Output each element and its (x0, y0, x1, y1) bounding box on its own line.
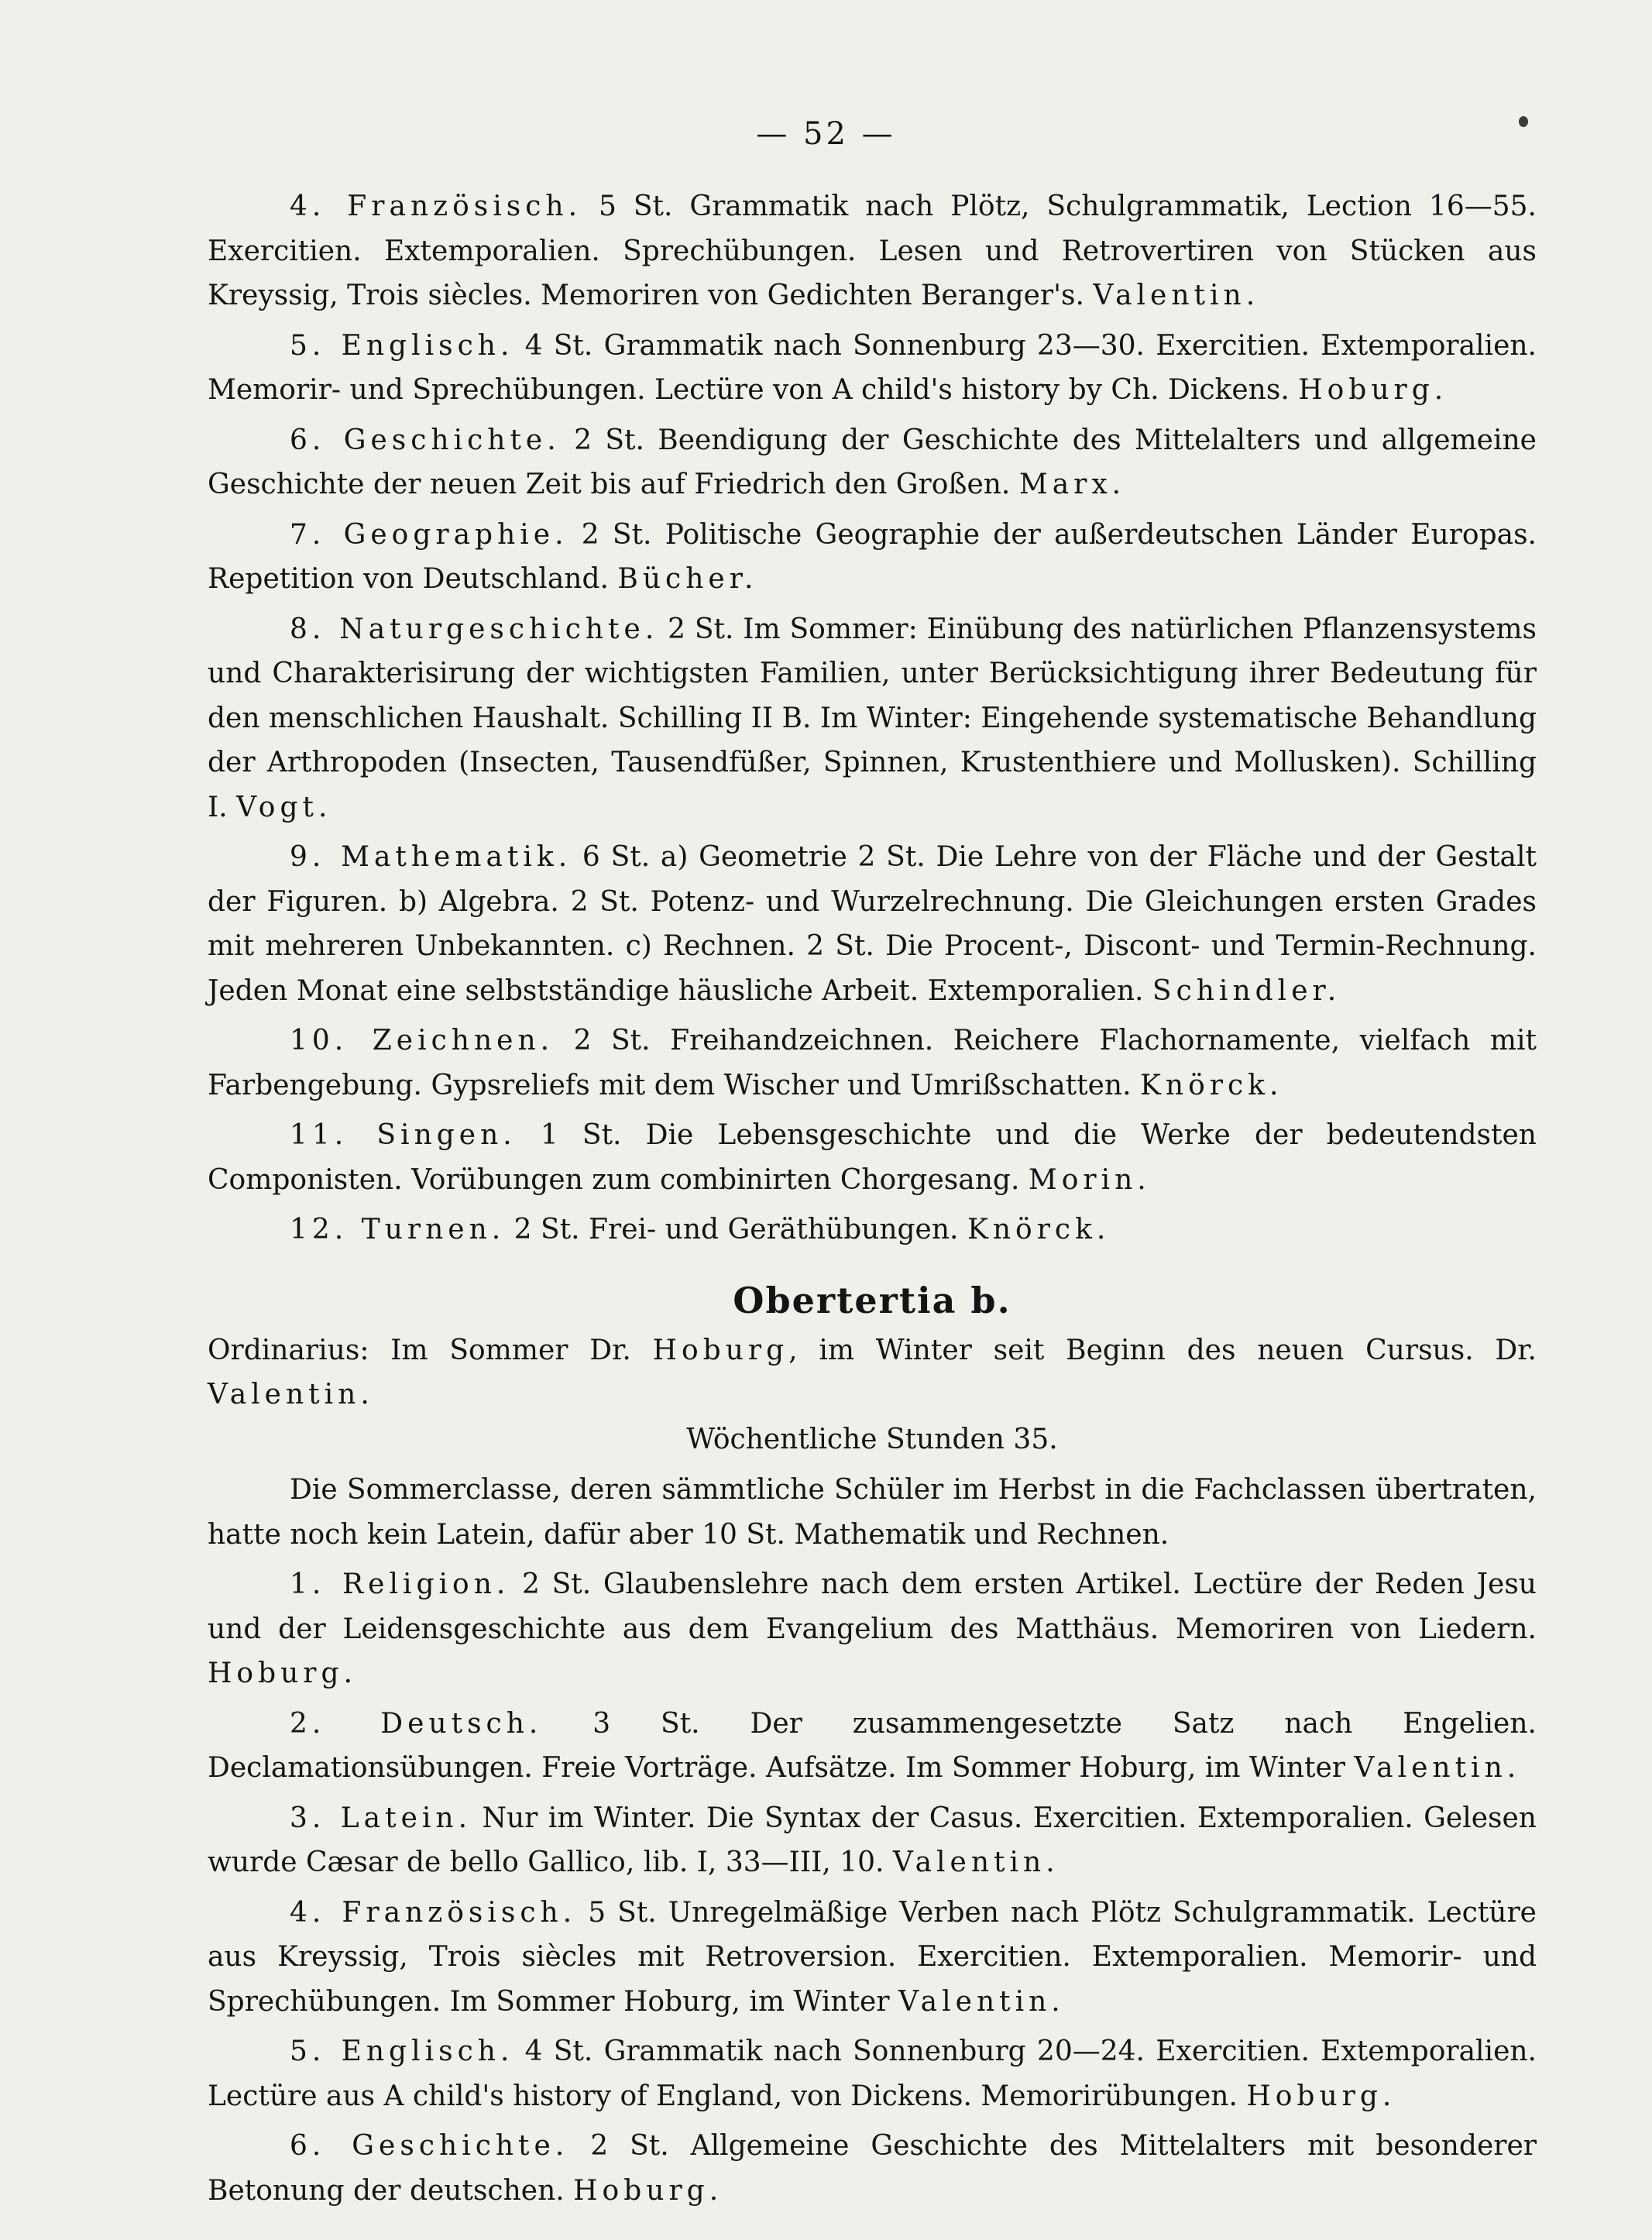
paragraph-text: 2 St. Politische Geographie der außerdeutschen Länder Europas. Repetition von Deutschland. (208, 518, 1537, 595)
subject-heading: 11. Singen. (290, 1119, 517, 1151)
teacher-name: Morin. (1028, 1163, 1151, 1196)
paragraph-turnen-a (208, 1208, 1537, 1252)
ordinarius-middle: , im Winter seit Beginn des neuen Cursus. Dr. (788, 1334, 1537, 1366)
paragraph-singen-a (208, 1113, 1537, 1202)
subject-heading: 12. Turnen. (290, 1214, 506, 1245)
paragraph-latein-b (208, 1796, 1537, 1885)
paragraph-naturgeschichte-a (208, 607, 1537, 830)
subject-heading: 7. Geographie. (290, 518, 568, 551)
ordinarius-prefix: Ordinarius: Im Sommer Dr. (208, 1334, 653, 1366)
subject-heading: 10. Zeichnen. (290, 1025, 555, 1056)
paragraph-text: 5 St. Unregelmäßige Verben nach Plötz Schulgrammatik. Lectüre aus Kreyssig, Trois siècles mit Retroversion. Exercitien. Extemporalien. Memorir- und Sprechübungen. Im Sommer Hoburg, im Winter (208, 1896, 1537, 2018)
subject-heading: 9. Mathematik. (290, 841, 572, 873)
subject-heading: 2. Deutsch. (290, 1707, 543, 1740)
subject-heading: 4. Französisch. (290, 1896, 577, 1929)
paragraph-geschichte-a (208, 418, 1537, 507)
teacher-name: Valentin. (208, 1379, 374, 1410)
paragraph-text: 6 St. a) Geometrie 2 St. Die Lehre von der Fläche und der Gestalt der Figuren. b) Algebra. 2 St. Potenz- und Wurzelrechnung. Die Gleichungen ersten Grades mit mehreren Unbekannten. c) Rechnen. 2 St. Die Procent-, Discont- und Termin-Rechnung. Jeden Monat eine selbstständige häusliche Arbeit. Extemporalien. (208, 841, 1537, 1007)
paragraph-text: 2 St. Glaubenslehre nach dem ersten Artikel. Lectüre der Reden Jesu und der Leidensgeschichte aus dem Evangelium des Matthäus. Memoriren von Liedern. (208, 1568, 1537, 1645)
teacher-name: Hoburg. (208, 1658, 357, 1689)
teacher-name: Valentin. (892, 1847, 1060, 1878)
page-number: — 52 — (756, 116, 896, 152)
teacher-name: Valentin. (1354, 1752, 1521, 1784)
teacher-name: Vogt. (236, 791, 332, 823)
subject-heading: 4. Französisch. (290, 191, 582, 222)
paragraph-zeichnen-a (208, 1019, 1537, 1108)
subject-heading: 5. Englisch. (290, 2036, 514, 2067)
teacher-name: Knörck. (1140, 1069, 1283, 1101)
subject-heading: 6. Geschichte. (290, 424, 561, 456)
teacher-name: Schindler. (1152, 974, 1341, 1007)
page-content (208, 184, 1537, 2218)
paragraph-text: 2 St. Beendigung der Geschichte des Mittelalters und allgemeine Geschichte der neuen Zeit bis auf Friedrich den Großen. (208, 424, 1537, 500)
paragraph-religion-b (208, 1562, 1537, 1696)
paragraph-text: 2 St. Allgemeine Geschichte des Mittelalters mit besonderer Betonung der deutschen. (208, 2130, 1537, 2207)
paragraph-text: 3 St. Der zusammengesetzte Satz nach Engelien. Declamationsübungen. Freie Vorträge. Aufsätze. Im Sommer Hoburg, im Winter (208, 1707, 1537, 1784)
paragraph-franzoesisch-a (208, 184, 1537, 318)
paragraph-franzoesisch-b (208, 1891, 1537, 2025)
paragraph-mathematik-a (208, 835, 1537, 1013)
teacher-name: Marx. (1018, 469, 1126, 500)
teacher-name: Valentin. (1093, 280, 1260, 311)
teacher-name: Hoburg. (1246, 2080, 1396, 2112)
section-intro: Die Sommerclasse, deren sämmtliche Schüler im Herbst in die Fachclassen übertraten, hatte noch kein Latein, dafür aber 10 St. Mathematik und Rechnen. (208, 1474, 1537, 1551)
paragraph-text: Nur im Winter. Die Syntax der Casus. Exercitien. Extemporalien. Gelesen wurde Cæsar de bello Gallico, lib. I, 33—III, 10. (208, 1802, 1537, 1878)
paragraph-text: 1 St. Die Lebensgeschichte und die Werke der bedeutendsten Componisten. Vorübungen zum combinirten Chorgesang. (208, 1119, 1537, 1196)
paragraph-deutsch-b (208, 1702, 1537, 1791)
paragraph-text: 4 St. Grammatik nach Sonnenburg 23—30. Exercitien. Extemporalien. Memorir- und Sprechübungen. Lectüre von A child's history by Ch. Dickens. (208, 329, 1537, 406)
teacher-name: Hoburg. (573, 2174, 723, 2207)
subject-heading: 6. Geschichte. (290, 2130, 569, 2162)
teacher-name: Hoburg. (1298, 374, 1448, 406)
weekly-hours: Wöchentliche Stunden 35. (686, 1423, 1058, 1455)
subject-heading: 3. Latein. (290, 1802, 472, 1834)
paragraph-geschichte-b (208, 2124, 1537, 2213)
teacher-name: Hoburg (652, 1334, 789, 1366)
subject-heading: 1. Religion. (290, 1568, 510, 1600)
section-title: Obertertia b. (733, 1279, 1011, 1321)
subject-heading: 8. Naturgeschichte. (290, 613, 659, 645)
paragraph-geographie-a (208, 513, 1537, 602)
ordinarius-line (208, 1328, 1537, 1417)
paragraph-text: 2 St. Freihandzeichnen. Reichere Flachornamente, vielfach mit Farbengebung. Gypsreliefs mit dem Wischer und Umrißschatten. (208, 1025, 1537, 1101)
paragraph-text: 5 St. Grammatik nach Plötz, Schulgrammatik, Lection 16—55. Exercitien. Extemporalien. Sprechübungen. Lesen und Retrovertiren von Stücken aus Kreyssig, Trois siècles. Memoriren von Gedichten Beranger's. (208, 191, 1537, 311)
teacher-name: Bücher. (617, 563, 758, 595)
paragraph-englisch-b (208, 2029, 1537, 2118)
subject-heading: 5. Englisch. (290, 329, 514, 362)
paragraph-text: 4 St. Grammatik nach Sonnenburg 20—24. Exercitien. Extemporalien. Lectüre aus A child's history of England, von Dickens. Memorirübungen. (208, 2036, 1537, 2112)
teacher-name: Knörck. (967, 1214, 1111, 1245)
paragraph-text: 2 St. Im Sommer: Einübung des natürlichen Pflanzensystems und Charakterisirung der wichtigsten Familien, unter Berücksichtigung ihrer Bedeutung für den menschlichen Haushalt. Schilling II B. Im Winter: Eingehende systematische Behandlung der Arthropoden (Insecten, Tausendfüßer, Spinnen, Krustenthiere und Mollusken). Schilling I. (208, 613, 1537, 823)
paragraph-englisch-a (208, 324, 1537, 413)
teacher-name: Valentin. (898, 1985, 1065, 2018)
paragraph-text: 2 St. Frei- und Geräthübungen. (505, 1214, 967, 1245)
